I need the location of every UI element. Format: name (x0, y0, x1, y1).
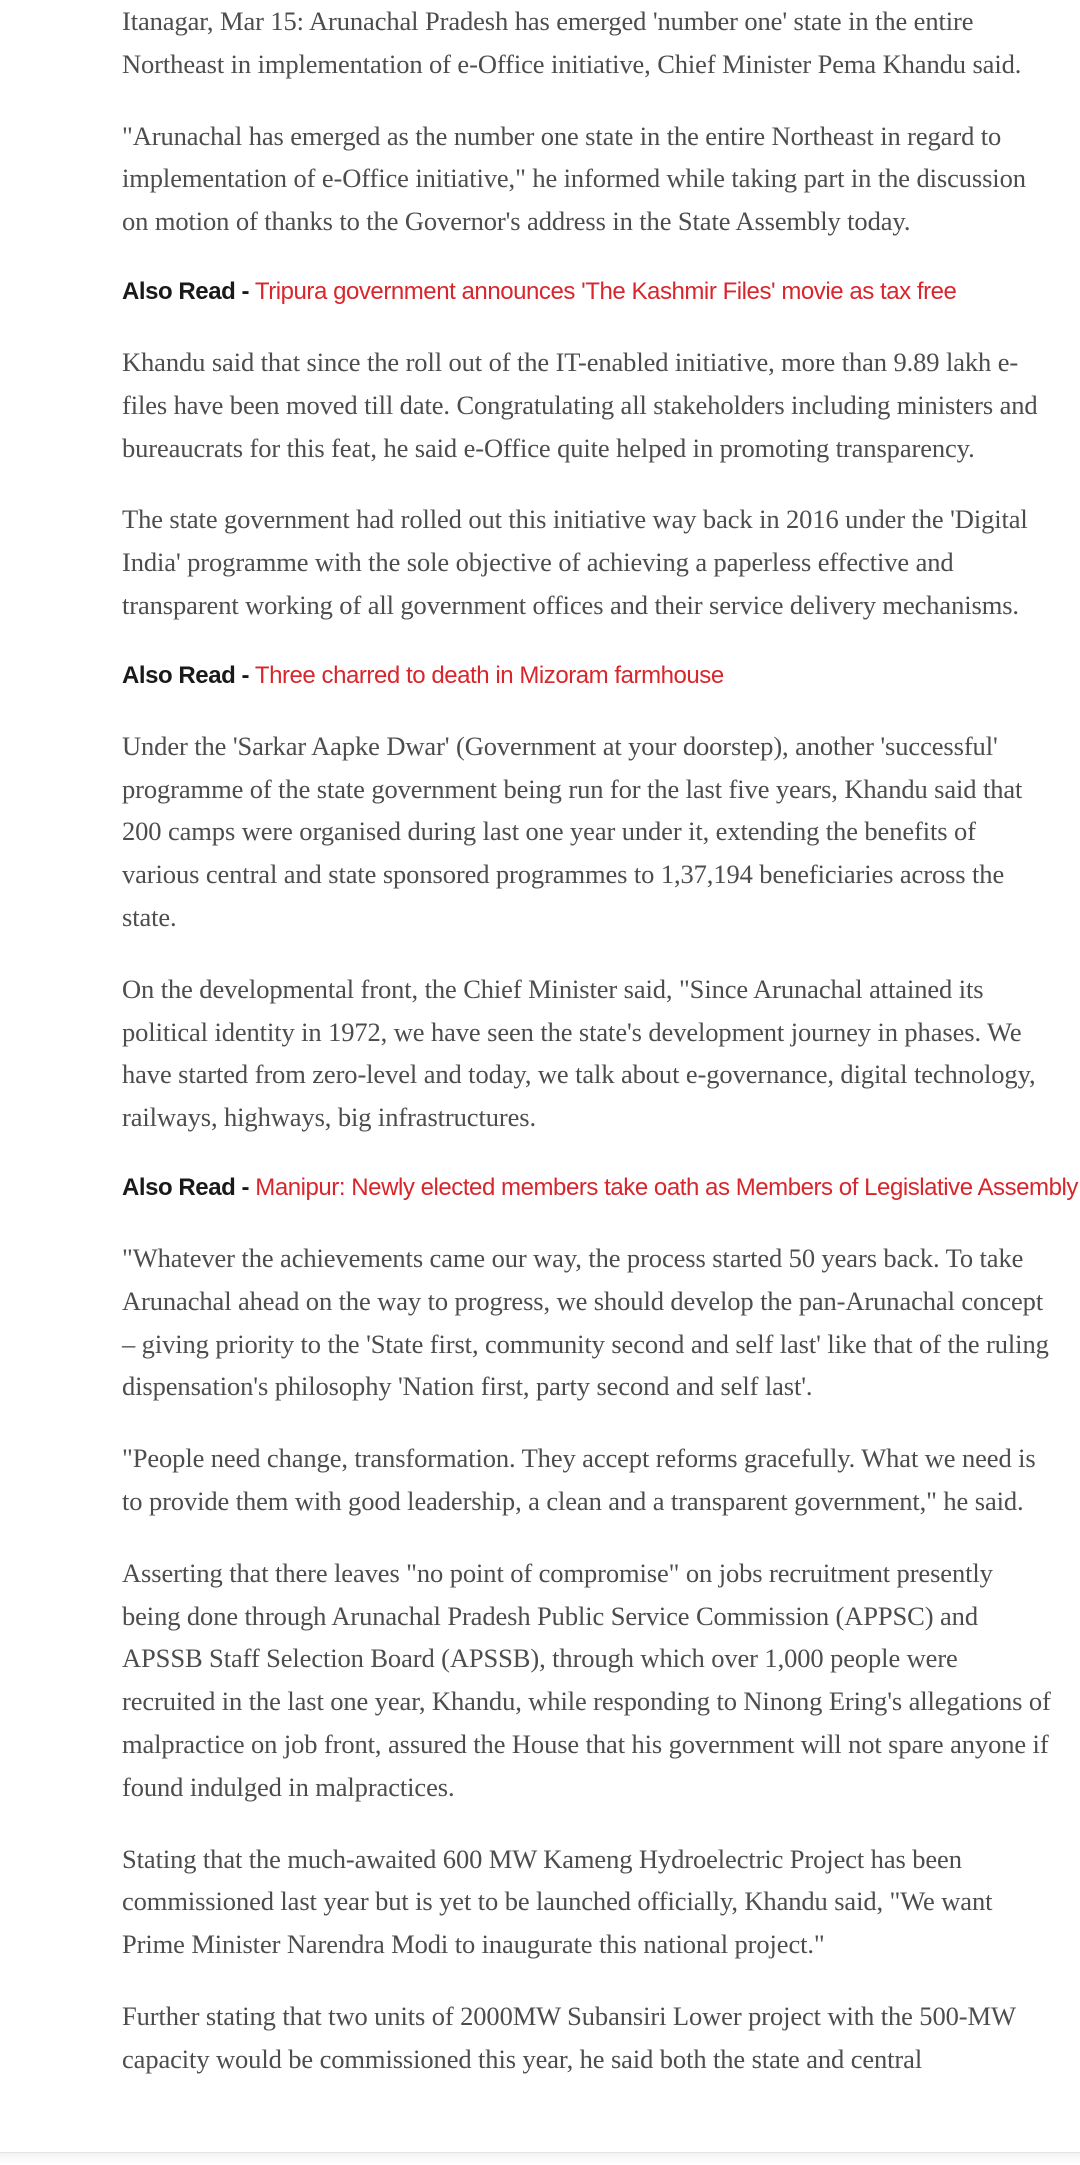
article-paragraph: Under the 'Sarkar Aapke Dwar' (Government at your doorstep), another 'successful' programme of the state government being run for the last five years, Khandu said that 200 camps were organised during last one year under it, extending the benefits of various central and state sponsored programmes to 1,37,194 beneficiaries across the state. (122, 730, 1023, 932)
article-paragraph: Asserting that there leaves "no point of compromise" on jobs recruitment presently being done through Arunachal Pradesh Public Service Commission (APPSC) and APSSB Staff Selection Board (APSSB), through which over 1,000 people were recruited in the last one year, Khandu, while responding to Ninong Ering's allegations of malpractice on job front, assured the House that his government will not spare anyone if found indulged in malpractices. (122, 1557, 1051, 1802)
also-read-row (122, 656, 1052, 696)
article-paragraph: "Whatever the achievements came our way, the process started 50 years back. To take Arunachal ahead on the way to progress, we should develop the pan-Arunachal concept – giving priority to the 'State first, community second and self last' like that of the ruling dispensation's philosophy 'Nation first, party second and self last'. (122, 1242, 1049, 1402)
also-read-row (122, 1168, 1078, 1208)
article-paragraph: "People need change, transformation. They accept reforms gracefully. What we need is to provide them with good leadership, a clean and a transparent government," he said. (122, 1443, 1036, 1516)
also-read-label: Also Read - (122, 661, 250, 689)
bottom-edge-fill (0, 2153, 1080, 2165)
article-paragraph: On the developmental front, the Chief Minister said, "Since Arunachal attained its political identity in 1972, we have seen the state's development journey in phases. We have started from zero-level and today, we talk about e-governance, digital technology, railways, highways, big infrastructures. (122, 973, 1036, 1133)
article-paragraph: The state government had rolled out this initiative way back in 2016 under the 'Digital India' programme with the sole objective of achieving a paperless effective and transparent working of all government offices and their service delivery mechanisms. (122, 504, 1028, 620)
also-read-link[interactable]: Three charred to death in Mizoram farmhouse (254, 661, 724, 689)
article-paragraph: Itanagar, Mar 15: Arunachal Pradesh has emerged 'number one' state in the entire Northeast in implementation of e-Office initiative, Chief Minister Pema Khandu said. (122, 6, 1022, 79)
also-read-link[interactable]: Tripura government announces 'The Kashmir Files' movie as tax free (254, 277, 957, 305)
article-paragraph: Khandu said that since the roll out of the IT-enabled initiative, more than 9.89 lakh e-files have been moved till date. Congratulating all stakeholders including ministers and bureaucrats for this feat, he said e-Office quite helped in promoting transparency. (122, 346, 1038, 463)
also-read-link[interactable]: Manipur: Newly elected members take oath as Members of Legislative Assembly (255, 1173, 1078, 1201)
also-read-label: Also Read - (122, 1173, 250, 1201)
also-read-row (122, 272, 1052, 312)
article-paragraph: "Arunachal has emerged as the number one state in the entire Northeast in regard to implementation of e-Office initiative," he informed while taking part in the discussion on motion of thanks to the Governor's address in the State Assembly today. (122, 120, 1026, 237)
bottom-edge-band (0, 2152, 1080, 2165)
article-paragraph: Stating that the much-awaited 600 MW Kameng Hydroelectric Project has been commissioned last year but is yet to be launched officially, Khandu said, "We want Prime Minister Narendra Modi to inaugurate this national project." (122, 1843, 993, 1960)
article-paragraph: Further stating that two units of 2000MW Subansiri Lower project with the 500-MW capacity would be commissioned this year, he said both the state and central (122, 2000, 1016, 2074)
also-read-label: Also Read - (122, 277, 250, 305)
